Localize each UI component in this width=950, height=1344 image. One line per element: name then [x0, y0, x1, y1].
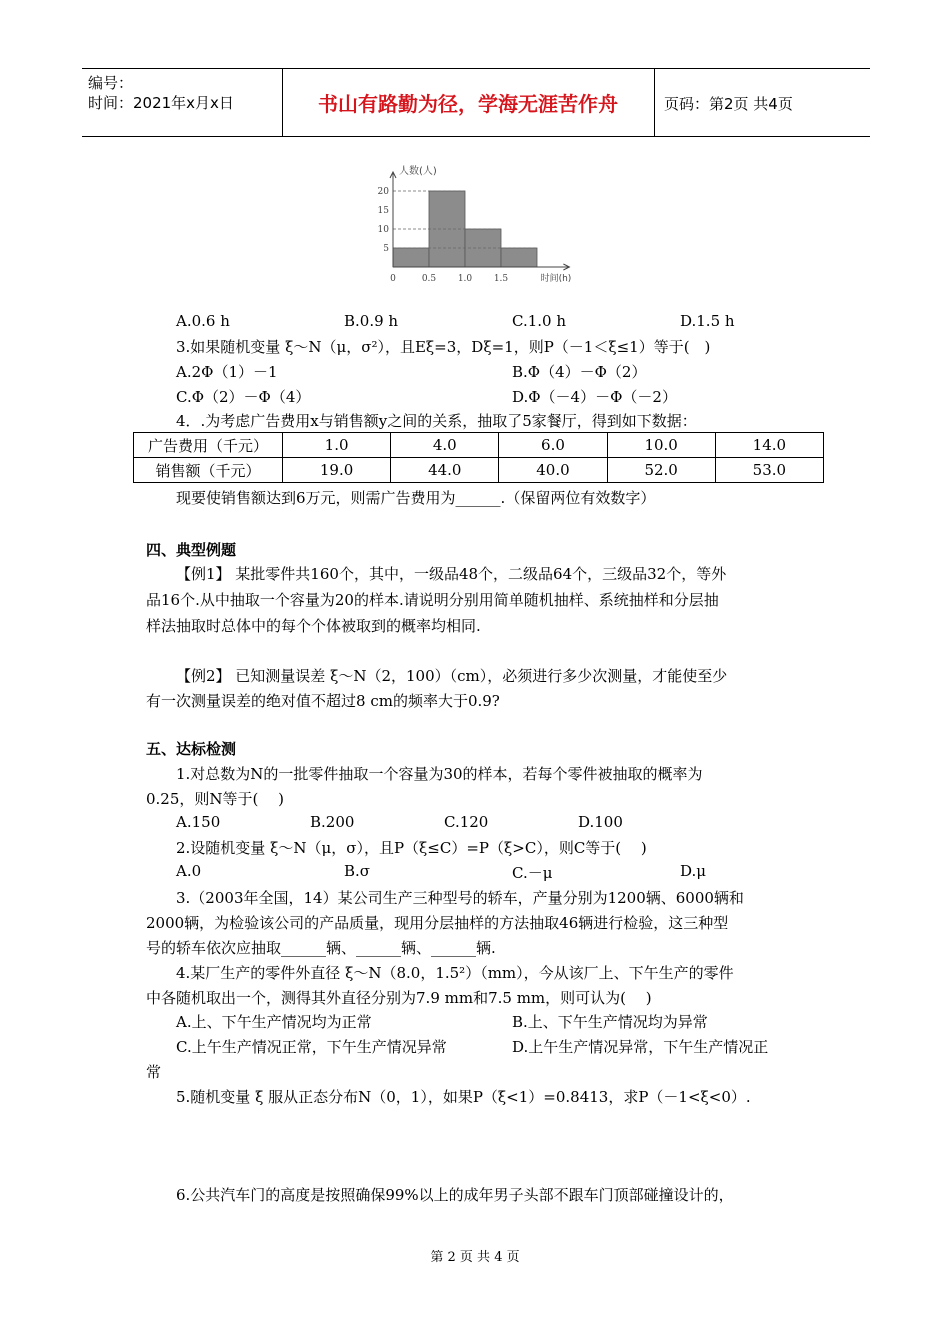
table-cell: 1.0 — [283, 433, 391, 458]
page-footer: 第 2 页 共 4 页 — [430, 1250, 520, 1265]
ex1-line: 品16个.从中抽取一个容量为20的样本.请说明分别用简单随机抽样、系统抽样和分层抽 — [146, 591, 719, 609]
table-cell: 10.0 — [607, 433, 715, 458]
page-header — [82, 68, 870, 137]
q3-option-a: A.2Φ（1）－1 — [176, 363, 278, 381]
header-divider — [654, 69, 655, 136]
table-cell: 6.0 — [499, 433, 607, 458]
s5-q4-option-a: A.上、下午生产情况均为正常 — [176, 1013, 372, 1031]
x-axis-label: 时间(h) — [540, 274, 572, 284]
s5-q4-option-b: B.上、下午生产情况均为异常 — [512, 1013, 708, 1031]
s5-q2-stem: 2.设随机变量 ξ～N（μ，σ），且P（ξ≤C）=P（ξ>C），则C等于( ) — [176, 839, 647, 857]
table-cell: 40.0 — [499, 458, 607, 483]
q3-option-d: D.Φ（－4）－Φ（－2） — [512, 388, 677, 406]
s5-q4-line: 4.某厂生产的零件外直径 ξ～N（8.0，1.5²）（mm），今从该厂上、下午生产的零件 — [176, 964, 734, 982]
table-cell: 19.0 — [283, 458, 391, 483]
y-tick-label: 20 — [377, 187, 389, 197]
q2-option-b: B.0.9 h — [344, 312, 399, 330]
y-tick-label: 10 — [377, 225, 389, 235]
ex1-line: 样法抽取时总体中的每个个体被取到的概率均相同. — [146, 617, 481, 635]
time-label: 时间：2021年x月x日 — [88, 94, 234, 112]
s5-q6: 6.公共汽车门的高度是按照确保99%以上的成年男子头部不跟车门顶部碰撞设计的， — [176, 1186, 734, 1204]
x-tick-label: 1.5 — [493, 274, 509, 284]
q3-option-b: B.Φ（4）－Φ（2） — [512, 363, 647, 381]
s5-q1-option-a: A.150 — [176, 813, 221, 831]
s5-q4-line: 中各随机取出一个，测得其外直径分别为7.9 mm和7.5 mm，则可认为( ) — [146, 989, 652, 1007]
q4-stem: 4．.为考虑广告费用x与销售额y之间的关系，抽取了5家餐厅，得到如下数据： — [176, 412, 697, 430]
s5-q2-option-b: B.σ — [344, 862, 371, 880]
number-label: 编号： — [88, 74, 134, 92]
q2-option-c: C.1.0 h — [512, 312, 566, 330]
q3-stem: 3.如果随机变量 ξ～N（μ，σ²），且Eξ=3，Dξ=1，则P（－1＜ξ≤1）等于( ) — [176, 338, 711, 356]
table-cell: 4.0 — [391, 433, 499, 458]
s5-q4-option-d-wrap: 常 — [146, 1063, 162, 1081]
table-cell: 52.0 — [607, 458, 715, 483]
x-tick-label: 0.5 — [421, 274, 437, 284]
s5-q2-option-c: C.－μ — [512, 864, 553, 882]
histogram-bar — [501, 248, 537, 267]
page-info: 页码：第2页 共4页 — [664, 95, 793, 113]
table-cell: 44.0 — [391, 458, 499, 483]
table-header-cell: 销售额（千元） — [134, 458, 283, 483]
x-tick-label: 0 — [390, 274, 396, 284]
y-tick-label: 5 — [383, 244, 389, 254]
s5-q1-line: 1.对总数为N的一批零件抽取一个容量为30的样本，若每个零件被抽取的概率为 — [176, 765, 703, 783]
q4-after: 现要使销售额达到6万元，则需广告费用为______.（保留两位有效数字） — [176, 489, 656, 507]
table-row — [134, 458, 824, 483]
x-tick-label: 1.0 — [457, 274, 473, 284]
s5-q3-line: 3.（2003年全国，14）某公司生产三种型号的轿车，产量分别为1200辆、6000辆和 — [176, 889, 744, 907]
q3-option-c: C.Φ（2）－Φ（4） — [176, 388, 311, 406]
s5-q2-option-d: D.μ — [680, 862, 707, 880]
y-axis-label: 人数(人) — [399, 166, 437, 177]
header-motto: 书山有路勤为径，学海无涯苦作舟 — [318, 92, 618, 116]
s5-q3-line: 2000辆，为检验该公司的产品质量，现用分层抽样的方法抽取46辆进行检验，这三种型 — [146, 914, 729, 932]
ex1-line: 【例1】 某批零件共160个，其中，一级品48个，二级品64个，三级品32个，等外 — [176, 565, 727, 583]
histogram-bar — [393, 248, 429, 267]
table-header-cell: 广告费用（千元） — [134, 433, 283, 458]
section5-title: 五、达标检测 — [146, 740, 237, 758]
s5-q1-line: 0.25，则N等于( ) — [146, 790, 284, 808]
table-cell: 53.0 — [715, 458, 823, 483]
s5-q2-option-a: A.0 — [176, 862, 202, 880]
q2-option-a: A.0.6 h — [176, 312, 230, 330]
s5-q1-option-b: B.200 — [310, 813, 355, 831]
s5-q5: 5.随机变量 ξ 服从正态分布N（0，1），如果P（ξ<1）=0.8413，求P（－1<ξ<0）. — [176, 1088, 751, 1106]
q2-option-d: D.1.5 h — [680, 312, 735, 330]
header-left — [88, 73, 234, 113]
s5-q1-option-c: C.120 — [444, 813, 489, 831]
s5-q4-option-c: C.上午生产情况正常，下午生产情况异常 — [176, 1038, 447, 1056]
ex2-line: 有一次测量误差的绝对值不超过8 cm的频率大于0.9? — [146, 692, 500, 710]
histogram-chart — [360, 150, 600, 288]
s5-q3-line: 号的轿车依次应抽取______辆、______辆、______辆. — [146, 939, 496, 957]
y-tick-label: 15 — [377, 206, 389, 216]
data-table — [133, 432, 824, 483]
table-cell: 14.0 — [715, 433, 823, 458]
table-row — [134, 433, 824, 458]
section4-title: 四、典型例题 — [146, 541, 237, 559]
s5-q4-option-d: D.上午生产情况异常，下午生产情况正 — [512, 1038, 769, 1056]
s5-q1-option-d: D.100 — [578, 813, 623, 831]
ex2-line: 【例2】 已知测量误差 ξ～N（2，100）（cm），必须进行多少次测量，才能使至少 — [176, 667, 728, 685]
